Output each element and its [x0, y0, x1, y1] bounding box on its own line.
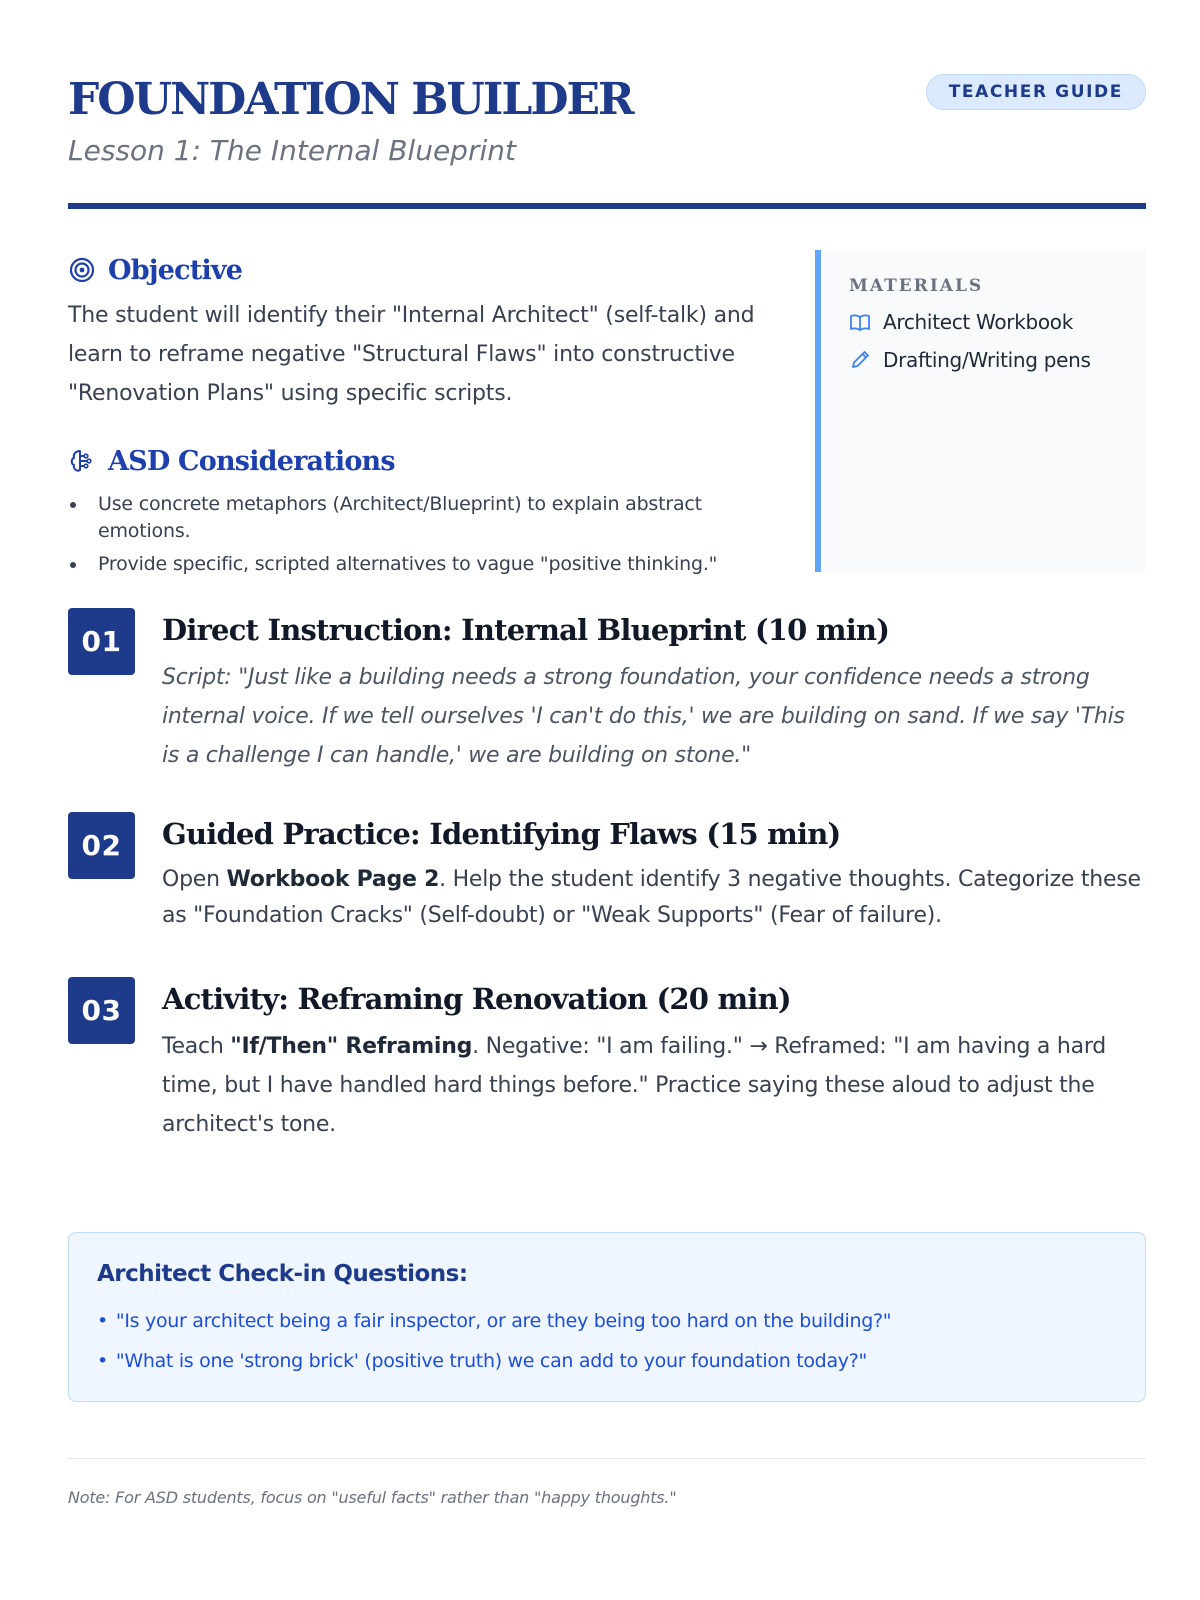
lesson-subtitle: Lesson 1: The Internal Blueprint	[68, 134, 516, 167]
page-header	[68, 70, 1146, 210]
asd-list	[68, 491, 788, 578]
step-text-part: Teach	[162, 1034, 231, 1059]
material-label: Architect Workbook	[883, 310, 1074, 334]
book-icon	[849, 311, 871, 333]
pencil-icon	[849, 349, 871, 371]
step-title: Guided Practice: Identifying Flaws (15 min)	[162, 817, 841, 851]
step-body	[162, 608, 1146, 775]
material-item-workbook	[849, 310, 1146, 334]
step-text-bold: Workbook Page 2	[226, 867, 440, 892]
step-number: 01	[68, 608, 135, 675]
step-text-part: Open	[162, 867, 227, 892]
step-number: 03	[68, 977, 135, 1044]
checkin-box	[68, 1232, 1146, 1402]
checkin-title: Architect Check-in Questions:	[97, 1261, 468, 1287]
list-item: • "What is one 'strong brick' (positive truth) we can add to your foundation today?"	[97, 1341, 1145, 1381]
page-title: FOUNDATION BUILDER	[68, 74, 633, 125]
header-divider	[68, 203, 1146, 209]
footer-note: Note: For ASD students, focus on "useful facts" rather than "happy thoughts."	[68, 1488, 677, 1507]
lesson-overview	[68, 250, 788, 584]
step-title: Activity: Reframing Renovation (20 min)	[162, 982, 791, 1016]
step-text	[162, 1027, 1146, 1144]
step-body	[162, 812, 1146, 934]
target-icon	[68, 256, 96, 284]
step-text-bold: "If/Then" Reframing	[230, 1034, 473, 1059]
step-title: Direct Instruction: Internal Blueprint (10 min)	[162, 613, 890, 647]
objective-text: The student will identify their "Internal Architect" (self-talk) and learn to reframe negative "Structural Flaws" into constructive "Renovation Plans" using specific scripts.	[68, 303, 755, 406]
step-text-part: . Help the student identify 3 negative thoughts. Categorize these as "Foundation Cracks" (Self-doubt) or "Weak Supports" (Fear of failure).	[162, 867, 1141, 928]
list-item: • "Is your architect being a fair inspector, or are they being too hard on the building?"	[97, 1301, 1145, 1341]
brain-icon	[68, 447, 96, 475]
asd-title: ASD Considerations	[108, 445, 395, 477]
step-text	[162, 862, 1146, 934]
step-number: 02	[68, 812, 135, 879]
list-item: Provide specific, scripted alternatives to vague "positive thinking."	[68, 551, 788, 578]
teacher-guide-badge: TEACHER GUIDE	[926, 74, 1146, 110]
checkin-list	[97, 1301, 1145, 1381]
footer-divider	[68, 1458, 1146, 1459]
material-label: Drafting/Writing pens	[883, 348, 1091, 372]
material-item-pens	[849, 348, 1146, 372]
step-body	[162, 977, 1146, 1144]
objective-heading	[68, 250, 788, 290]
list-item: Use concrete metaphors (Architect/Blueprint) to explain abstract emotions.	[68, 491, 788, 545]
step-text-part: . Negative: "I am failing." → Reframed: "I am having a hard time, but I have handled hard things before." Practice saying these aloud to adjust the architect's tone.	[162, 1034, 1106, 1137]
asd-heading	[68, 441, 788, 481]
objective-title: Objective	[108, 254, 243, 286]
materials-panel	[815, 250, 1146, 572]
step-text: Script: "Just like a building needs a strong foundation, your confidence needs a strong internal voice. If we tell ourselves 'I can't do this,' we are building on sand. If we say 'This is a challenge I can handle,' we are building on stone."	[162, 665, 1125, 768]
materials-label: MATERIALS	[849, 276, 984, 296]
